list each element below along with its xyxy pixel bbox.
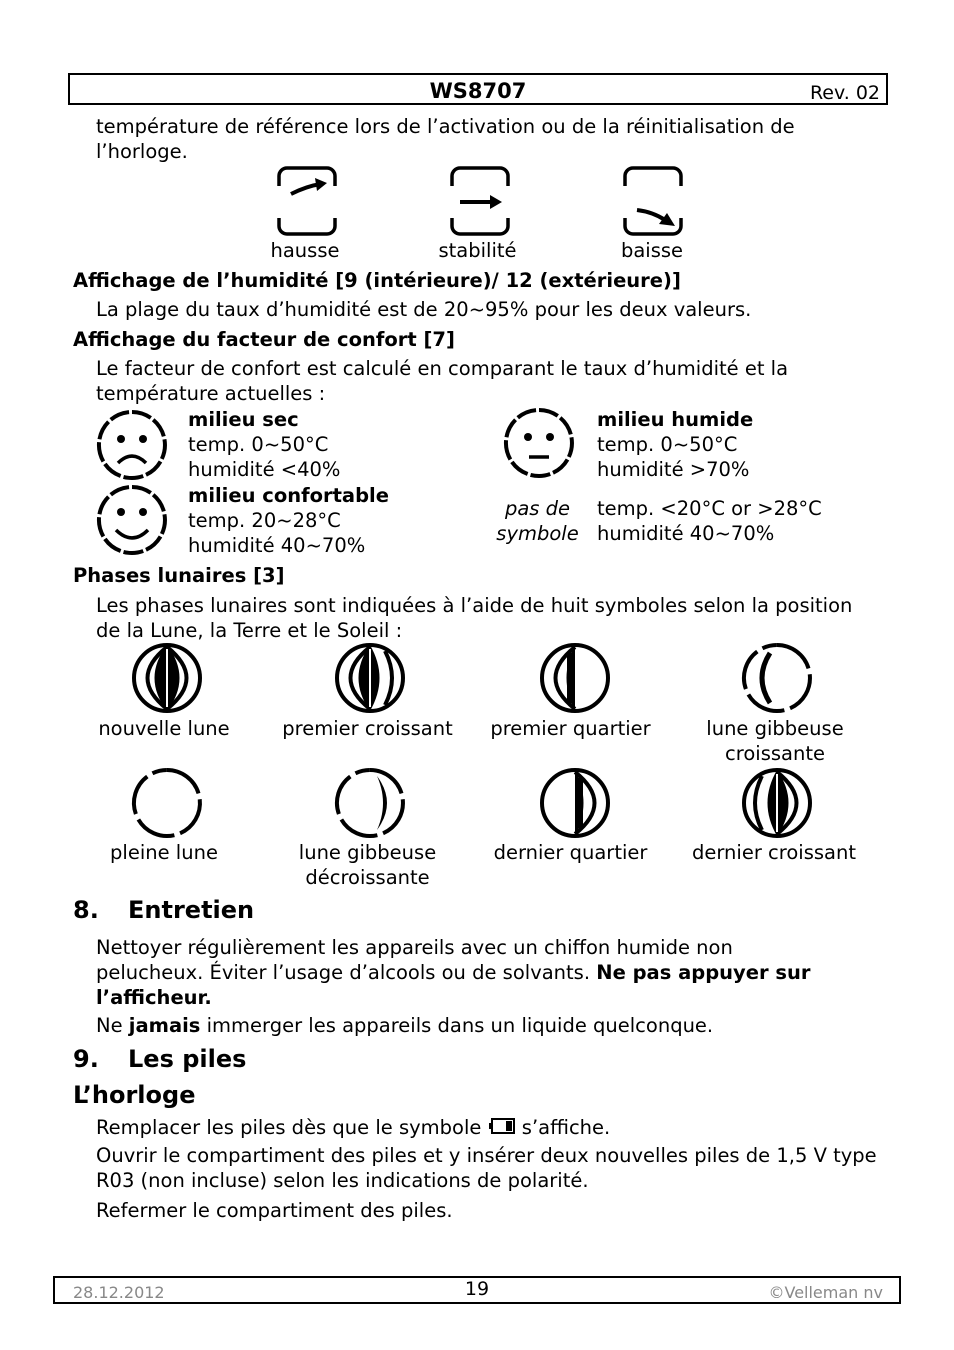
full-moon-icon bbox=[130, 766, 204, 840]
section-8-p1-line3: l’afficheur. bbox=[96, 986, 212, 1009]
dry-face-icon bbox=[96, 409, 168, 481]
battery-low-icon bbox=[488, 1117, 516, 1135]
section-9-title: Les piles bbox=[128, 1045, 247, 1073]
comfortable-face-icon bbox=[96, 484, 168, 556]
revision: Rev. 02 bbox=[809, 82, 880, 104]
trend-down-icon bbox=[623, 166, 683, 236]
humidity-text: La plage du taux d’humidité est de 20~95% pour les deux valeurs. bbox=[96, 298, 752, 321]
comfort-nosymbol-hum: humidité 40~70% bbox=[597, 522, 775, 545]
comfort-humid-title: milieu humide bbox=[597, 408, 754, 431]
comfort-dry-temp: temp. 0~50°C bbox=[188, 433, 329, 456]
comfort-humid-hum: humidité >70% bbox=[597, 458, 750, 481]
section-9-heading bbox=[73, 1047, 246, 1072]
moon-label-new: nouvelle lune bbox=[98, 717, 230, 740]
nosymbol-label-1: pas de bbox=[504, 497, 571, 520]
comfort-humid-temp: temp. 0~50°C bbox=[597, 433, 738, 456]
section-9-subtitle: L’horloge bbox=[73, 1081, 196, 1109]
moon-label-waxing-gibbous-1: lune gibbeuse bbox=[706, 717, 844, 740]
trend-label-down: baisse bbox=[620, 239, 684, 262]
page-header bbox=[68, 73, 888, 105]
section-9-p1-a: Remplacer les piles dès que le symbole bbox=[96, 1116, 482, 1139]
waxing-crescent-icon bbox=[333, 641, 407, 715]
trend-stable-icon bbox=[450, 166, 510, 236]
section-8-p2-a: Ne bbox=[96, 1014, 123, 1037]
section-8-heading bbox=[73, 898, 254, 923]
new-moon-icon bbox=[130, 641, 204, 715]
trend-up-icon bbox=[277, 166, 337, 236]
waning-gibbous-icon bbox=[333, 766, 407, 840]
section-9-p3: Refermer le compartiment des piles. bbox=[96, 1199, 453, 1222]
comfort-heading: Affichage du facteur de confort [7] bbox=[73, 328, 455, 351]
waning-crescent-icon bbox=[740, 766, 814, 840]
page-number: 19 bbox=[464, 1278, 490, 1300]
comfort-dry-title: milieu sec bbox=[188, 408, 299, 431]
comfort-comfortable-temp: temp. 20~28°C bbox=[188, 509, 341, 532]
humidity-heading: Affichage de l’humidité [9 (intérieure)/ 12 (extérieure)] bbox=[73, 269, 681, 292]
comfort-comfortable-hum: humidité 40~70% bbox=[188, 534, 366, 557]
comfort-comfortable-title: milieu confortable bbox=[188, 484, 389, 507]
section-8-number: 8. bbox=[73, 896, 99, 924]
moon-label-waxing-gibbous-2: croissante bbox=[725, 742, 825, 765]
moon-label-waning-crescent: dernier croissant bbox=[692, 841, 856, 864]
moon-label-waning-gibbous-2: décroissante bbox=[305, 866, 430, 889]
section-9-p1-b: s’affiche. bbox=[521, 1116, 611, 1139]
trend-label-stable: stabilité bbox=[438, 239, 517, 262]
section-9-p1 bbox=[96, 1115, 896, 1140]
section-8-p2 bbox=[96, 1013, 896, 1038]
section-8-p2-bold: jamais bbox=[128, 1014, 201, 1037]
section-8-p1-line2 bbox=[96, 960, 896, 985]
moon-label-last-quarter: dernier quartier bbox=[493, 841, 648, 864]
footer-copyright: ©Velleman nv bbox=[768, 1283, 883, 1302]
footer-date: 28.12.2012 bbox=[73, 1283, 165, 1302]
moon-label-waxing-crescent: premier croissant bbox=[282, 717, 453, 740]
section-8-p1-line1: Nettoyer régulièrement les appareils avec un chiffon humide non bbox=[96, 936, 733, 959]
first-quarter-icon bbox=[538, 641, 612, 715]
section-8-p1-text: pelucheux. Éviter l’usage d’alcools ou de solvants. bbox=[96, 961, 591, 984]
last-quarter-icon bbox=[538, 766, 612, 840]
comfort-nosymbol-temp: temp. <20°C or >28°C bbox=[597, 497, 822, 520]
section-9-number: 9. bbox=[73, 1045, 99, 1073]
page-footer bbox=[53, 1276, 901, 1304]
section-8-p2-b: immerger les appareils dans un liquide quelconque. bbox=[206, 1014, 714, 1037]
moon-label-waning-gibbous-1: lune gibbeuse bbox=[298, 841, 437, 864]
moon-label-full: pleine lune bbox=[110, 841, 218, 864]
comfort-dry-hum: humidité <40% bbox=[188, 458, 341, 481]
humid-face-icon bbox=[503, 407, 575, 479]
section-9-p2: Ouvrir le compartiment des piles et y insérer deux nouvelles piles de 1,5 V type R03 (non incluse) selon les indications de polarité. bbox=[96, 1144, 877, 1192]
section-8-title: Entretien bbox=[128, 896, 255, 924]
waxing-gibbous-icon bbox=[740, 641, 814, 715]
section-8-p1-bold: Ne pas appuyer sur bbox=[596, 961, 811, 984]
moon-label-first-quarter: premier quartier bbox=[490, 717, 651, 740]
comfort-text: Le facteur de confort est calculé en comparant le taux d’humidité et la température actuelles : bbox=[96, 357, 789, 405]
nosymbol-label-2: symbole bbox=[496, 522, 579, 545]
intro-text: température de référence lors de l’activation ou de la réinitialisation de l’horloge. bbox=[96, 115, 795, 163]
moon-text: Les phases lunaires sont indiquées à l’aide de huit symboles selon la position de la Lune, la Terre et le Soleil : bbox=[96, 594, 853, 642]
doc-title: WS8707 bbox=[429, 79, 527, 103]
moon-heading: Phases lunaires [3] bbox=[73, 564, 285, 587]
trend-label-up: hausse bbox=[270, 239, 340, 262]
